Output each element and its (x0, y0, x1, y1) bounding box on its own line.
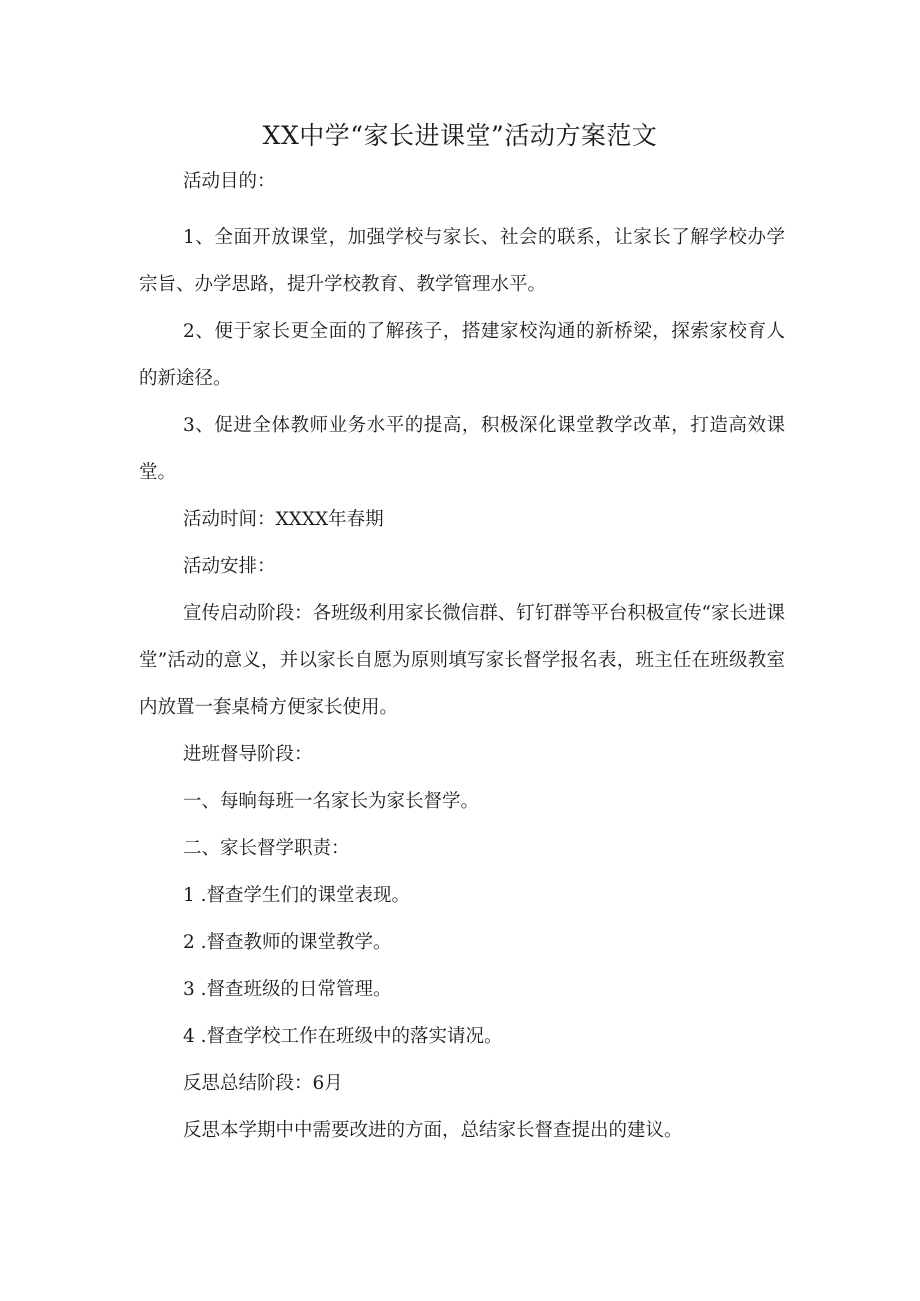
paragraph-supervision-1: 一、每晌每班一名家长为家长督学。 (183, 791, 480, 812)
paragraph-time: 活动时间：XXXX年春期 (183, 509, 384, 530)
paragraph-publicity-stage: 宣传启动阶段：各班级利用家长微信群、钉钉群等平台积极宣传“家长进课堂”活动的意义，并以家长自愿为原则填写家长督学报名表，班主任在班级教室内放置一套桌椅方便家长使用。 (139, 603, 785, 718)
document-title: XX中学“家长进课堂”活动方案范文 (262, 121, 658, 150)
paragraph-purpose-3: 3、促进全体教师业务水平的提高，积极深化课堂教学改革，打造高效课堂。 (139, 415, 785, 483)
document-body (139, 166, 785, 1154)
paragraph-arrangement-heading: 活动安排： (183, 556, 276, 577)
paragraph-purpose-2: 2、便于家长更全面的了解孩子，搭建家校沟通的新桥梁，探索家校育人的新途径。 (139, 321, 785, 389)
paragraph-purpose-heading: 活动目的： (183, 171, 276, 192)
list-item-duty-3: 3 .督查班级的日常管理。 (183, 979, 392, 1000)
paragraph-reflection-stage: 反思总结阶段：6月 (183, 1073, 343, 1094)
list-item-duty-2: 2 .督查教师的课堂教学。 (183, 932, 392, 953)
list-item-duty-4: 4 .督查学校工作在班级中的落实请况。 (183, 1026, 503, 1047)
paragraph-supervision-2: 二、家长督学职责： (183, 838, 350, 859)
paragraph-purpose-1: 1、全面开放课堂，加强学校与家长、社会的联系，让家长了解学校办学宗旨、办学思路，提升学校教育、教学管理水平。 (139, 227, 785, 295)
paragraph-reflection-body: 反思本学期中中需要改进的方面，总结家长督查提出的建议。 (183, 1120, 683, 1141)
paragraph-supervision-stage: 进班督导阶段： (183, 744, 313, 765)
list-item-duty-1: 1 .督查学生们的课堂表现。 (183, 885, 411, 906)
